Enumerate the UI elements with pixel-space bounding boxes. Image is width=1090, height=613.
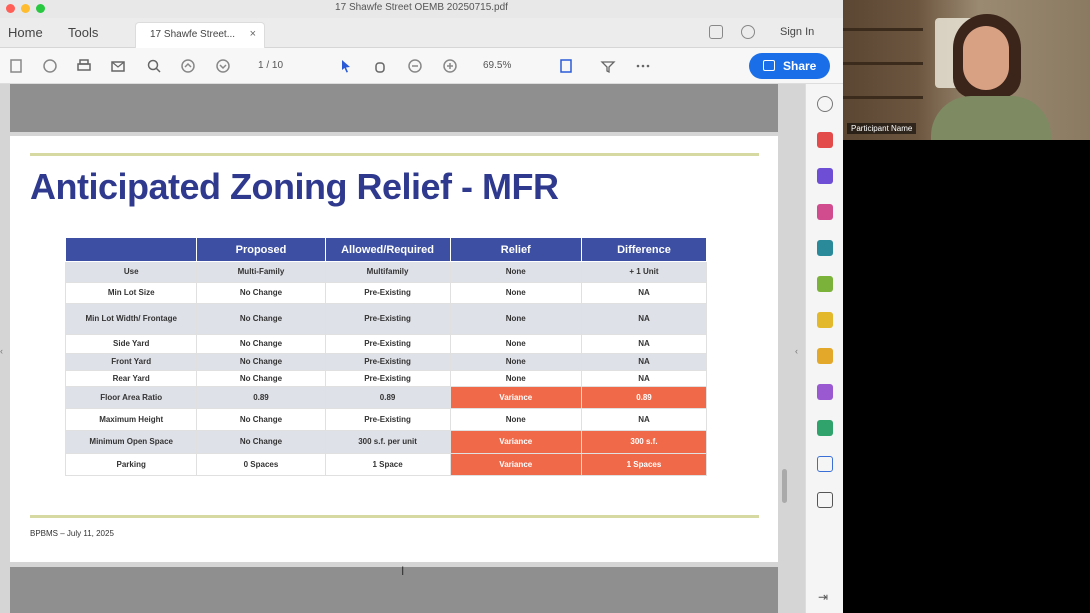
table-cell: None [450, 262, 581, 283]
more-icon[interactable] [635, 58, 651, 74]
table-cell: NA [581, 409, 706, 431]
edit-pdf-icon[interactable] [817, 168, 833, 184]
table-cell: Side Yard [66, 335, 197, 354]
table-cell: None [450, 283, 581, 304]
title-bar [0, 0, 843, 18]
table-cell: Pre-Existing [325, 371, 450, 387]
slide-page [10, 136, 778, 562]
table-row [66, 262, 707, 283]
table-cell: Variance [450, 387, 581, 409]
next-page [10, 567, 778, 613]
bookshelf [843, 62, 923, 65]
table-header-row [66, 238, 707, 262]
table-cell: 0 Spaces [197, 454, 325, 476]
zoom-level-select[interactable]: 69.5% [483, 60, 512, 71]
document-tab[interactable] [135, 22, 265, 48]
zoom-out-icon[interactable] [407, 58, 423, 74]
share-icon [763, 60, 775, 71]
table-cell: 300 s.f. per unit [325, 431, 450, 454]
table-cell: No Change [197, 304, 325, 335]
print-icon[interactable] [76, 58, 92, 74]
column-header: Proposed [197, 238, 325, 262]
new-icon[interactable] [8, 58, 24, 74]
table-cell: 0.89 [325, 387, 450, 409]
table-cell: Maximum Height [66, 409, 197, 431]
table-cell: 0.89 [197, 387, 325, 409]
table-cell: No Change [197, 335, 325, 354]
bottom-rule [30, 515, 759, 518]
column-header: Allowed/Required [325, 238, 450, 262]
close-tab-icon[interactable]: × [249, 28, 256, 40]
table-cell: Pre-Existing [325, 354, 450, 371]
table-cell: No Change [197, 431, 325, 454]
table-row [66, 409, 707, 431]
table-cell: Use [66, 262, 197, 283]
sign-in-link[interactable]: Sign In [780, 26, 815, 38]
tab-bar [0, 18, 843, 48]
page-up-icon[interactable] [180, 58, 196, 74]
column-header: Difference [581, 238, 706, 262]
table-row [66, 431, 707, 454]
table-cell: Pre-Existing [325, 304, 450, 335]
protect-icon[interactable] [817, 420, 833, 436]
table-cell: NA [581, 283, 706, 304]
table-cell: NA [581, 304, 706, 335]
table-cell: NA [581, 354, 706, 371]
table-cell: Parking [66, 454, 197, 476]
collapse-panel-icon[interactable]: ⇥ [818, 590, 829, 604]
empty-video-area [843, 140, 1090, 613]
table-row [66, 354, 707, 371]
table-cell: + 1 Unit [581, 262, 706, 283]
mouse-cursor-icon: I [401, 564, 405, 578]
table-cell: No Change [197, 409, 325, 431]
table-cell: Floor Area Ratio [66, 387, 197, 409]
notifications-icon[interactable] [741, 25, 755, 39]
table-row [66, 371, 707, 387]
vertical-scrollbar[interactable] [782, 469, 787, 503]
table-cell: 0.89 [581, 387, 706, 409]
table-cell: No Change [197, 371, 325, 387]
column-header: Relief [450, 238, 581, 262]
video-call-tile [843, 0, 1090, 140]
combine-files-icon[interactable] [817, 240, 833, 256]
participant-name-label: Participant Name [847, 123, 916, 134]
table-row [66, 283, 707, 304]
table-cell: Front Yard [66, 354, 197, 371]
table-cell: 1 Space [325, 454, 450, 476]
menu-tools[interactable]: Tools [68, 25, 99, 40]
table-cell: Multi-Family [197, 262, 325, 283]
fill-sign-icon[interactable] [817, 384, 833, 400]
table-cell: No Change [197, 283, 325, 304]
cursor-icon[interactable] [338, 58, 354, 74]
organize-pages-icon[interactable] [817, 276, 833, 292]
comment-icon[interactable] [817, 312, 833, 328]
zoning-relief-table [65, 237, 707, 476]
table-cell: None [450, 304, 581, 335]
search-icon[interactable] [146, 58, 162, 74]
table-cell: Pre-Existing [325, 409, 450, 431]
highlight-icon[interactable] [600, 58, 616, 74]
help-icon[interactable] [709, 25, 723, 39]
column-header [66, 238, 197, 262]
table-cell: Variance [450, 454, 581, 476]
export-pdf-icon[interactable] [817, 132, 833, 148]
mail-icon[interactable] [110, 58, 126, 74]
table-cell: None [450, 335, 581, 354]
bookshelf [843, 96, 923, 99]
table-cell: 300 s.f. [581, 431, 706, 454]
window-title: 17 Shawfe Street OEMB 20250715.pdf [335, 2, 508, 13]
table-cell: No Change [197, 354, 325, 371]
create-icon[interactable] [42, 58, 58, 74]
table-cell: None [450, 371, 581, 387]
previous-page-arrow-icon[interactable]: ‹ [0, 346, 3, 356]
table-cell: Rear Yard [66, 371, 197, 387]
slide-footer: BPBMS – July 11, 2025 [30, 529, 114, 538]
zoom-in-icon[interactable] [442, 58, 458, 74]
document-tab-label: 17 Shawfe Street... [150, 29, 236, 40]
table-row [66, 454, 707, 476]
table-row [66, 387, 707, 409]
menu-home[interactable]: Home [8, 25, 43, 40]
previous-page [10, 84, 778, 132]
hand-icon[interactable] [372, 58, 388, 74]
create-pdf-icon[interactable] [817, 204, 833, 220]
page-down-icon[interactable] [215, 58, 231, 74]
table-cell: Multifamily [325, 262, 450, 283]
slide-title: Anticipated Zoning Relief - MFR [30, 166, 559, 207]
participant-face [963, 26, 1009, 90]
stamp-icon[interactable] [817, 348, 833, 364]
share-button[interactable]: Share [749, 53, 830, 79]
table-cell: Pre-Existing [325, 283, 450, 304]
table-cell: Variance [450, 431, 581, 454]
table-cell: Minimum Open Space [66, 431, 197, 454]
table-cell: NA [581, 335, 706, 354]
more-tools-icon[interactable] [817, 492, 833, 508]
page-number[interactable]: 1 / 10 [258, 60, 284, 71]
document-viewer[interactable] [0, 84, 805, 613]
table-cell: Min Lot Width/ Frontage [66, 304, 197, 335]
table-cell: Min Lot Size [66, 283, 197, 304]
next-page-arrow-icon[interactable]: ‹ [795, 346, 798, 356]
search-tool-icon[interactable] [817, 96, 833, 112]
table-cell: Pre-Existing [325, 335, 450, 354]
top-rule [30, 153, 759, 156]
participant-body [931, 96, 1051, 140]
page-view-icon[interactable] [558, 58, 574, 74]
toolbar [0, 48, 843, 84]
tools-sidebar [805, 84, 843, 613]
table-cell: None [450, 409, 581, 431]
table-cell: 1 Spaces [581, 454, 706, 476]
table-row [66, 335, 707, 354]
table-cell: NA [581, 371, 706, 387]
redact-icon[interactable] [817, 456, 833, 472]
bookshelf [843, 28, 923, 31]
table-row [66, 304, 707, 335]
table-cell: None [450, 354, 581, 371]
